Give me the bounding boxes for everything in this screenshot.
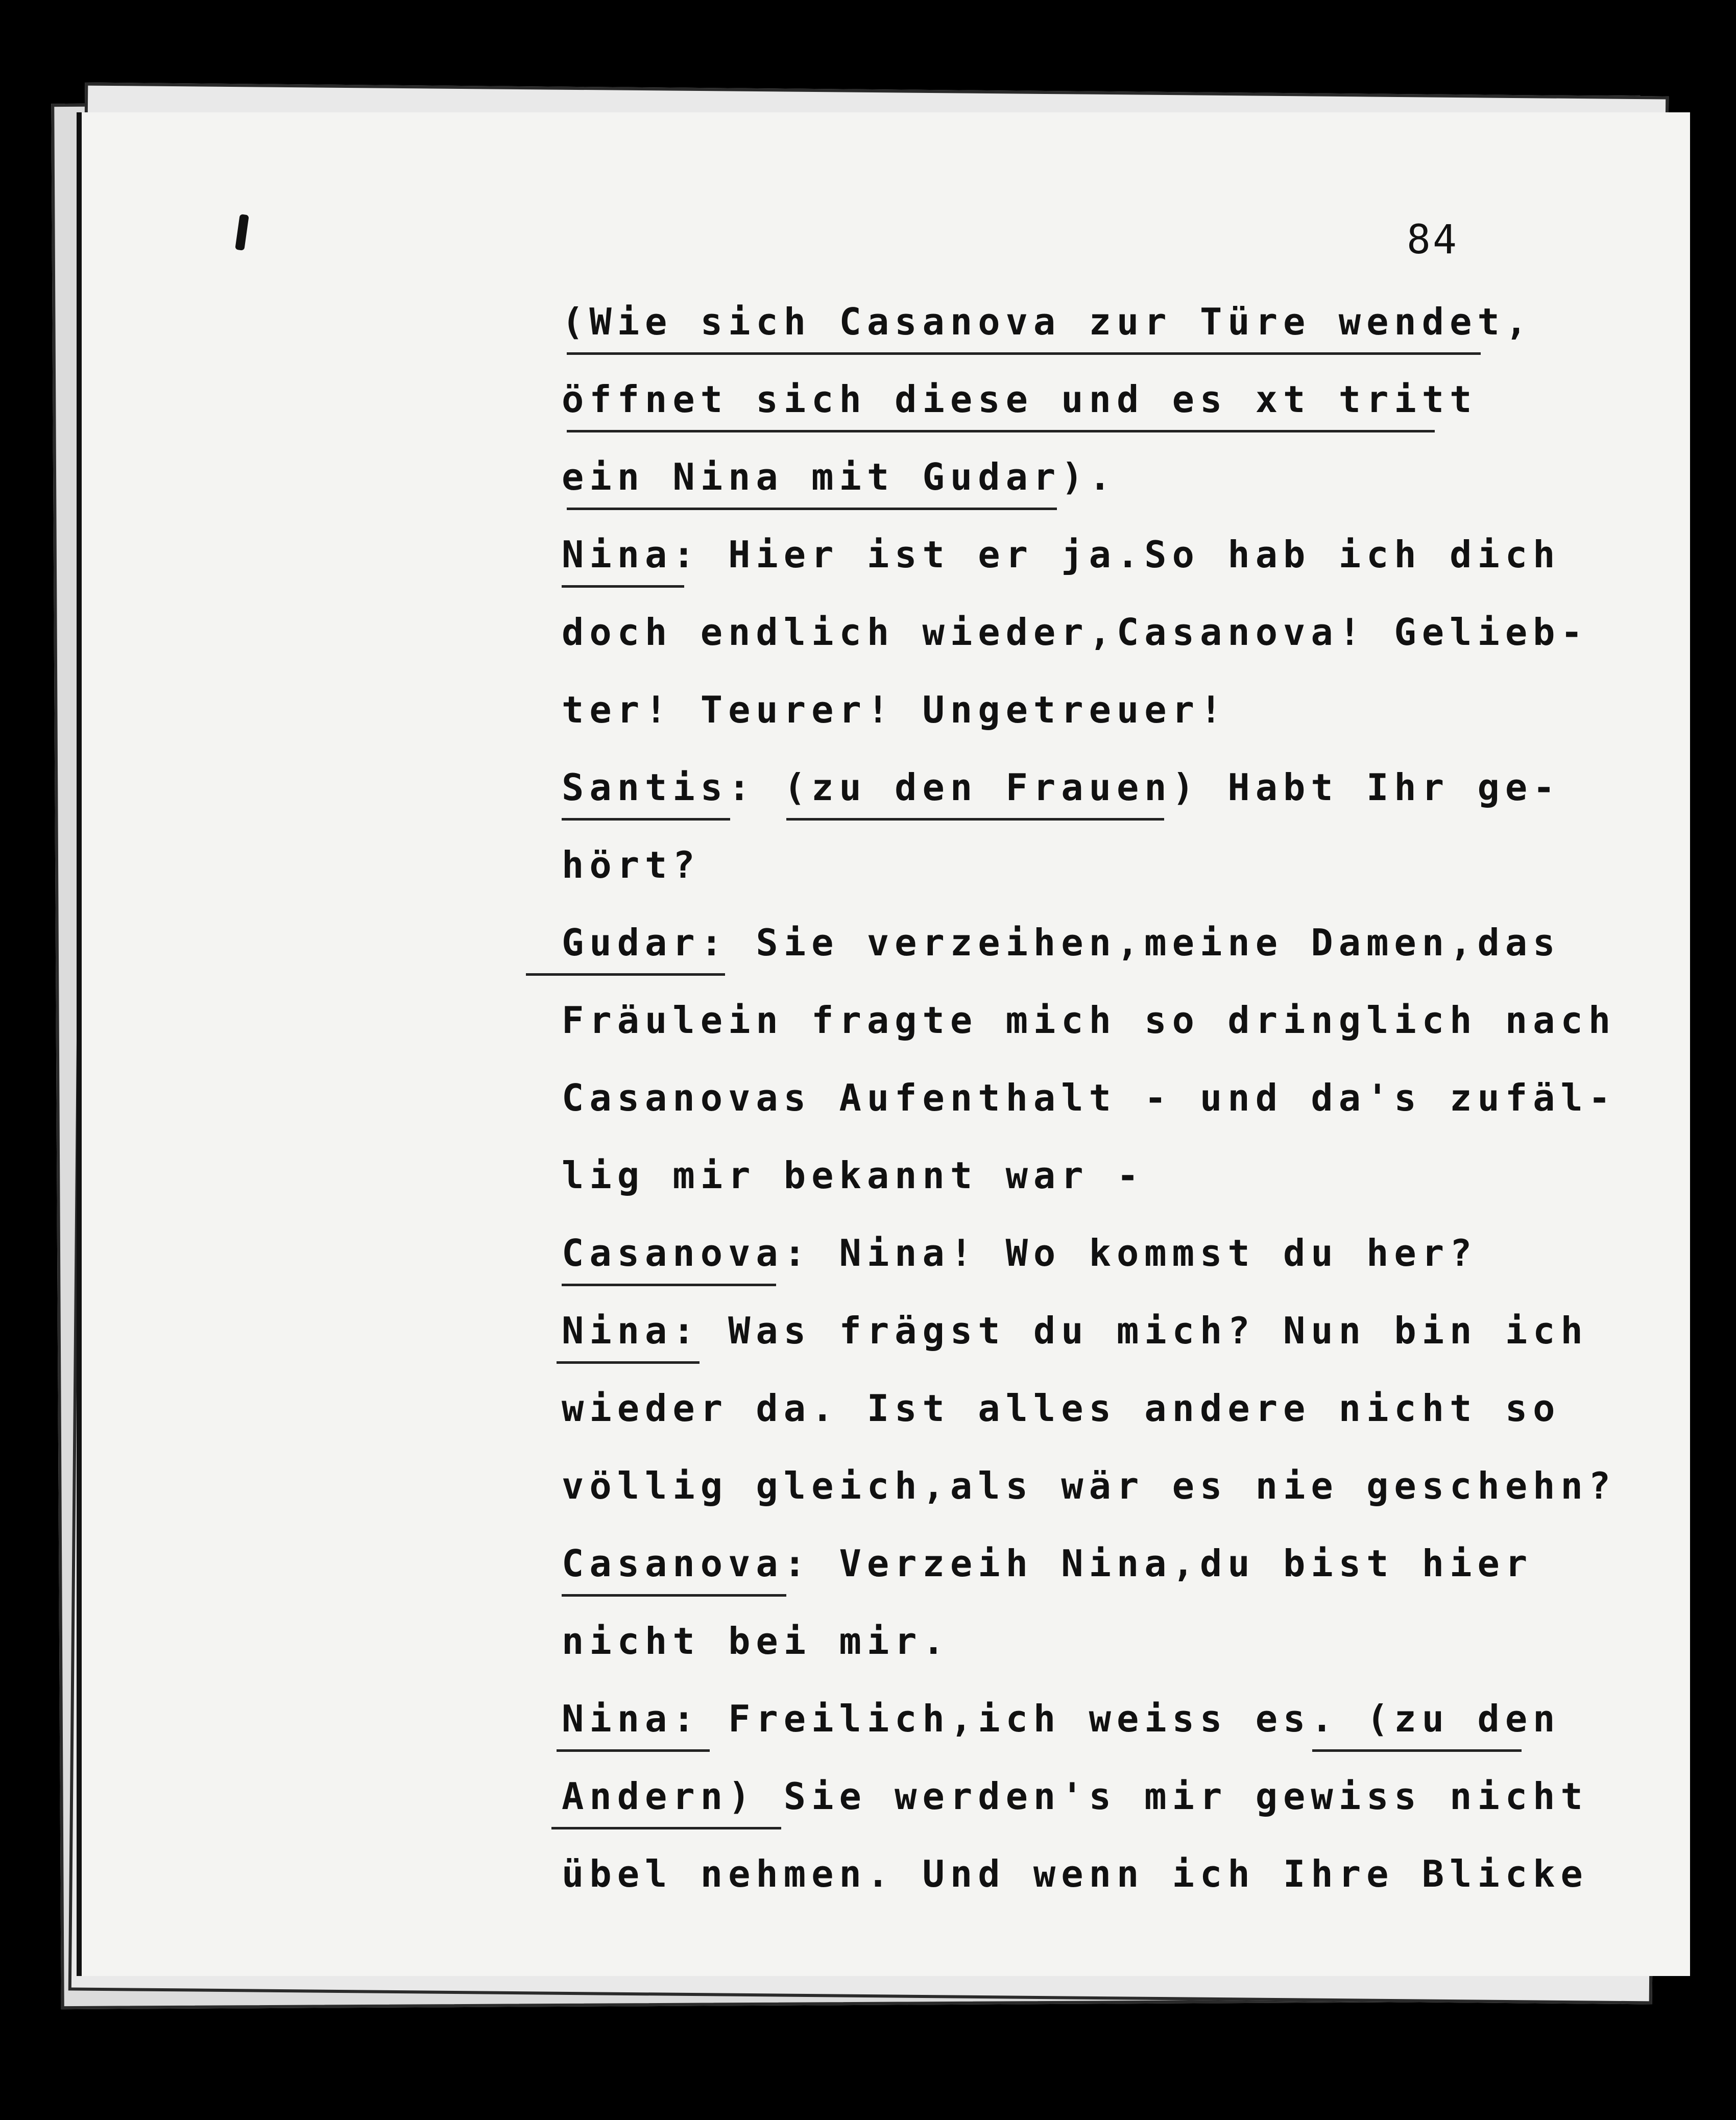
text-line: ein Nina mit Gudar). (562, 455, 1117, 498)
page-number: 84 (1407, 217, 1459, 263)
underline (786, 818, 1164, 821)
underline (567, 508, 1057, 510)
underline (562, 1594, 786, 1597)
text-line: Nina: Was frägst du mich? Nun bin ich (562, 1309, 1588, 1352)
text-line: übel nehmen. Und wenn ich Ihre Blicke (562, 1852, 1588, 1895)
text-line: Gudar: Sie verzeihen,meine Damen,das (562, 921, 1561, 964)
text-line: hört? (562, 844, 701, 886)
text-line: Casanova: Verzeih Nina,du bist hier (562, 1542, 1533, 1585)
text-line: lig mir bekannt war - (562, 1154, 1145, 1197)
text-line: Santis: (zu den Frauen) Habt Ihr ge- (562, 766, 1561, 809)
text-line: doch endlich wieder,Casanova! Gelieb- (562, 611, 1588, 654)
text-line: Nina: Hier ist er ja.So hab ich dich (562, 533, 1561, 576)
underline (526, 973, 725, 976)
underline (562, 585, 684, 588)
underline (557, 1361, 700, 1364)
text-line: Casanova: Nina! Wo kommst du her? (562, 1232, 1478, 1274)
underline (551, 1827, 781, 1829)
text-line: öffnet sich diese und es xt tritt (562, 378, 1478, 421)
underline (567, 352, 1481, 355)
underline (1312, 1749, 1522, 1752)
text-line: nicht bei mir. (562, 1620, 950, 1663)
underline (567, 430, 1435, 432)
underline (562, 818, 730, 821)
text-line: wieder da. Ist alles andere nicht so (562, 1387, 1561, 1430)
text-line: Nina: Freilich,ich weiss es. (zu den (562, 1697, 1561, 1740)
text-line: ter! Teurer! Ungetreuer! (562, 688, 1228, 731)
text-line: Andern) Sie werden's mir gewiss nicht (562, 1775, 1588, 1818)
text-line: völlig gleich,als wär es nie geschehn? (562, 1464, 1617, 1507)
underline (557, 1749, 710, 1752)
text-line: Fräulein fragte mich so dringlich nach (562, 999, 1617, 1042)
underline (562, 1284, 776, 1286)
text-line: (Wie sich Casanova zur Türe wendet, (562, 300, 1533, 343)
text-line: Casanovas Aufenthalt - und da's zufäl- (562, 1076, 1617, 1119)
